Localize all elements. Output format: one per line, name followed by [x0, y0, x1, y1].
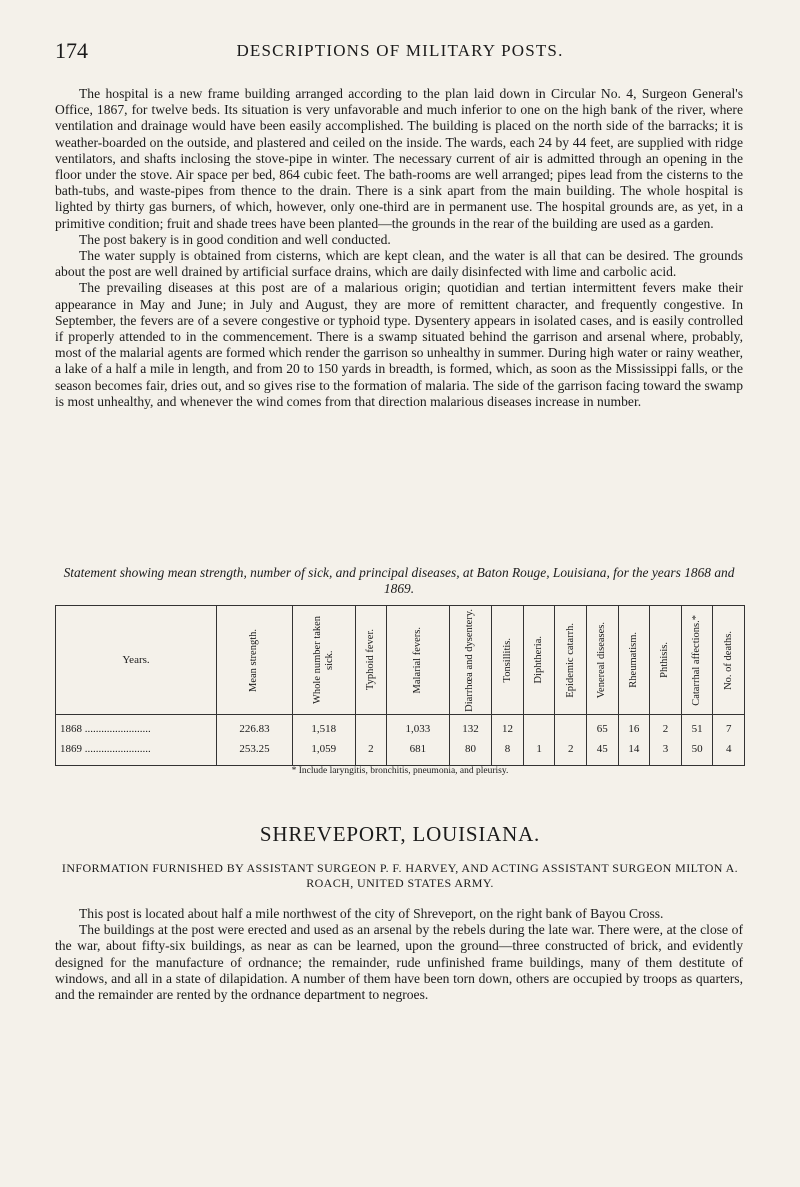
table-cell: 2: [355, 739, 387, 766]
table-cell: 253.25: [217, 739, 293, 766]
column-header-catarrhal-affections: Catarrhal affections.*: [681, 606, 713, 715]
table-header-row: [56, 606, 745, 715]
paragraph-location: This post is located about half a mile northwest of the city of Shreveport, on the right bank of Bayou Cross.: [79, 906, 664, 921]
table-cell: 12: [492, 715, 524, 740]
paragraph-water-supply: The water supply is obtained from cisterns, which are kept clean, and the water is all that can be desired. The grounds about the post are well drained by artificial surface drains, which are daily disinfected with lime and carbolic acid.: [55, 248, 743, 280]
column-header-mean-strength: Mean strength.: [217, 606, 293, 715]
column-header-deaths: No. of deaths.: [713, 606, 745, 715]
table-cell: 1868 ........................: [56, 715, 217, 740]
column-header-tonsillitis: Tonsillitis.: [492, 606, 524, 715]
table-cell: 14: [618, 739, 650, 766]
paragraph-buildings: The buildings at the post were erected and used as an arsenal by the rebels during the late war. There were, at the close of the war, about fifty-six buildings, as near as can be learned, upon the ground—three constructed of brick, and evidently designed for the manufacture of ordnance; the remainder, rude unfinished frame buildings, many of them destitute of windows, and all in a state of dilapidation. A number of them have been torn down, others are occupied by troops as quarters, and the remainder are rented by the ordnance department to negroes.: [55, 922, 743, 1003]
table-row: [56, 739, 745, 766]
table-cell: 2: [555, 739, 587, 766]
section-subtitle: INFORMATION FURNISHED BY ASSISTANT SURGEON P. F. HARVEY, AND ACTING ASSISTANT SURGEON MILTON A. ROACH, UNITED STATES ARMY.: [61, 861, 739, 890]
table-cell: 132: [449, 715, 492, 740]
column-header-rheumatism: Rheumatism.: [618, 606, 650, 715]
body-text-top: [55, 86, 743, 410]
table-cell: [555, 715, 587, 740]
table-cell: 80: [449, 739, 492, 766]
column-header-epidemic-catarrh: Epidemic catarrh.: [555, 606, 587, 715]
page-number: 174: [55, 38, 88, 63]
table-cell: 681: [387, 739, 450, 766]
running-head: [55, 38, 745, 64]
table-cell: [355, 715, 387, 740]
table-cell: 8: [492, 739, 524, 766]
table-cell: 16: [618, 715, 650, 740]
column-header-years: Years.: [56, 606, 217, 715]
table-cell: 7: [713, 715, 745, 740]
column-header-diphtheria: Diphtheria.: [523, 606, 555, 715]
table-row: [56, 715, 745, 740]
running-title: DESCRIPTIONS OF MILITARY POSTS.: [236, 41, 564, 60]
column-header-phthisis: Phthisis.: [650, 606, 682, 715]
column-header-diarrhoea-dysentery: Diarrhœa and dysentery.: [449, 606, 492, 715]
table-footnote: * Include laryngitis, bronchitis, pneumonia, and pleurisy.: [291, 766, 509, 776]
table-cell: 1: [523, 739, 555, 766]
table-cell: 65: [587, 715, 619, 740]
table-cell: 226.83: [217, 715, 293, 740]
column-header-typhoid-fever: Typhoid fever.: [355, 606, 387, 715]
table-caption: Statement showing mean strength, number of sick, and principal diseases, at Baton Rouge, Louisiana, for the years 1868 and 1869.: [63, 565, 735, 596]
table-cell: 1,518: [292, 715, 355, 740]
column-header-whole-number-sick: Whole number taken sick.: [292, 606, 355, 715]
table-cell: 2: [650, 715, 682, 740]
table-cell: 1,059: [292, 739, 355, 766]
table-cell: 51: [681, 715, 713, 740]
column-header-venereal-diseases: Venereal diseases.: [587, 606, 619, 715]
table-cell: 4: [713, 739, 745, 766]
disease-statistics-table: [55, 605, 745, 766]
section-title: SHREVEPORT, LOUISIANA.: [259, 822, 541, 846]
table-cell: 1869 ........................: [56, 739, 217, 766]
table-cell: [523, 715, 555, 740]
table-cell: 50: [681, 739, 713, 766]
paragraph-diseases: The prevailing diseases at this post are of a malarious origin; quotidian and tertian intermittent fevers make their appearance in May and June; in July and August, they are more of remittent character, and frequently congestive. In September, the fevers are of a severe congestive or typhoid type. Dysentery appears in isolated cases, and is easily controlled if properly attended to in the commencement. There is a swamp situated behind the garrison and arsenal where, probably, most of the malarial agents are formed which render the garrison so unhealthy in summer. During high water or rainy weather, a lake of a half a mile in length, and from 20 to 150 yards in breadth, is formed, which, as soon as the Mississippi falls, or the season becomes fair, dries out, and so gives rise to the formation of malaria. The side of the garrison facing toward the swamp is most unhealthy, and whenever the wind comes from that direction malarious diseases increase in number.: [55, 280, 743, 409]
column-header-malarial-fevers: Malarial fevers.: [387, 606, 450, 715]
paragraph-bakery: The post bakery is in good condition and well conducted.: [79, 231, 391, 247]
table-cell: 45: [587, 739, 619, 766]
body-text-bottom: [55, 906, 743, 1003]
table-cell: 3: [650, 739, 682, 766]
table-cell: 1,033: [387, 715, 450, 740]
paragraph-hospital: The hospital is a new frame building arranged according to the plan laid down in Circular No. 4, Surgeon General's Office, 1867, for twelve beds. Its situation is very unfavorable and much inferior to one on the high bank of the river, where ventilation and drainage would have been easily accomplished. The building is placed on the north side of the barracks; it is weather-boarded on the outside, and plastered and ceiled on the inside. The wards, each 24 by 44 feet, are supplied with ridge ventilators, and shafts inclosing the stove-pipe in winter. The necessary current of air is admitted through an opening in the floor under the stove. Air space per bed, 864 cubic feet. The bath-rooms are well arranged; pipes lead from the cisterns to the bath-tubs, and waste-pipes from thence to the drain. There is a sink apart from the main building. The whole hospital is lighted by thirty gas burners, of which, however, only one-third are in permanent use. The hospital grounds are, as yet, in a primitive condition; fruit and shade trees have been planted—the grounds in the rear of the building are used as a garden.: [55, 86, 743, 231]
